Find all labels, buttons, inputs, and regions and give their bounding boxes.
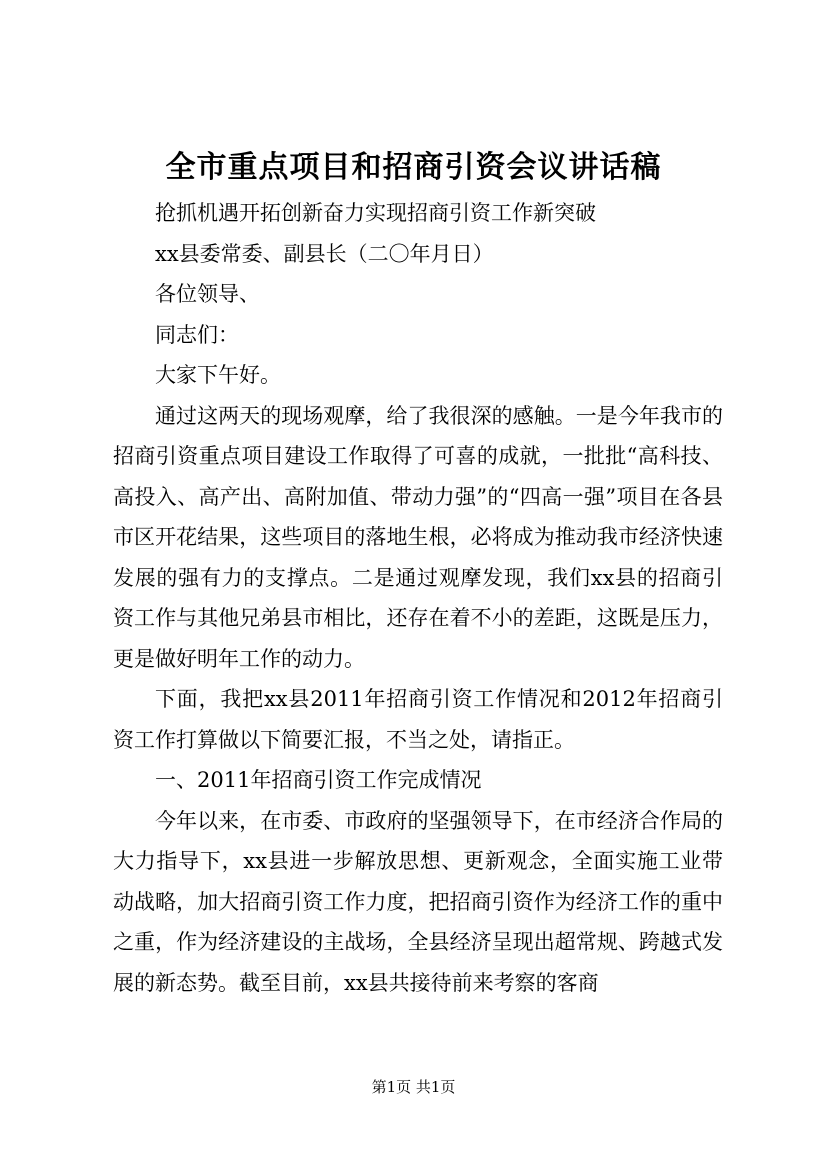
document-title: 全市重点项目和招商引资会议讲话稿 (165, 150, 662, 185)
subtitle-paragraph: 抢抓机遇开拓创新奋力实现招商引资工作新突破 (155, 201, 596, 225)
greeting-paragraph: 大家下午好。 (155, 363, 281, 387)
document-body (113, 193, 723, 1003)
section-heading: 一、2011年招商引资工作完成情况 (155, 768, 482, 792)
page-footer: 第1页 共1页 (371, 1078, 456, 1096)
speaker-paragraph: xx县委常委、副县长（二〇年月日） (155, 241, 494, 266)
body-paragraph: 通过这两天的现场观摩，给了我很深的感触。一是今年我市的招商引资重点项目建设工作取得了可喜的成就，一批批“高科技、高投入、高产出、高附加值、带动力强”的“四高一强”项目在各县市区开花结果，这些项目的落地生根，必将成为推动我市经济快速发展的强有力的支撑点。二是通过观摩发现，我们xx县的招商引资工作与其他兄弟县市相比，还存在着不小的差距，这既是压力，更是做好明年工作的动力。 (113, 403, 723, 671)
salutation-paragraph: 各位领导、 (155, 282, 260, 306)
body-paragraph: 今年以来，在市委、市政府的坚强领导下，在市经济合作局的大力指导下，xx县进一步解放思想、更新观念，全面实施工业带动战略，加大招商引资工作力度，把招商引资作为经济工作的重中之重，作为经济建设的主战场，全县经济呈现出超常规、跨越式发展的新态势。截至目前，xx县共接待前来考察的客商 (113, 808, 723, 995)
body-paragraph: 下面，我把xx县2011年招商引资工作情况和2012年招商引资工作打算做以下简要汇报，不当之处，请指正。 (113, 687, 723, 752)
salutation-paragraph: 同志们： (155, 322, 239, 347)
